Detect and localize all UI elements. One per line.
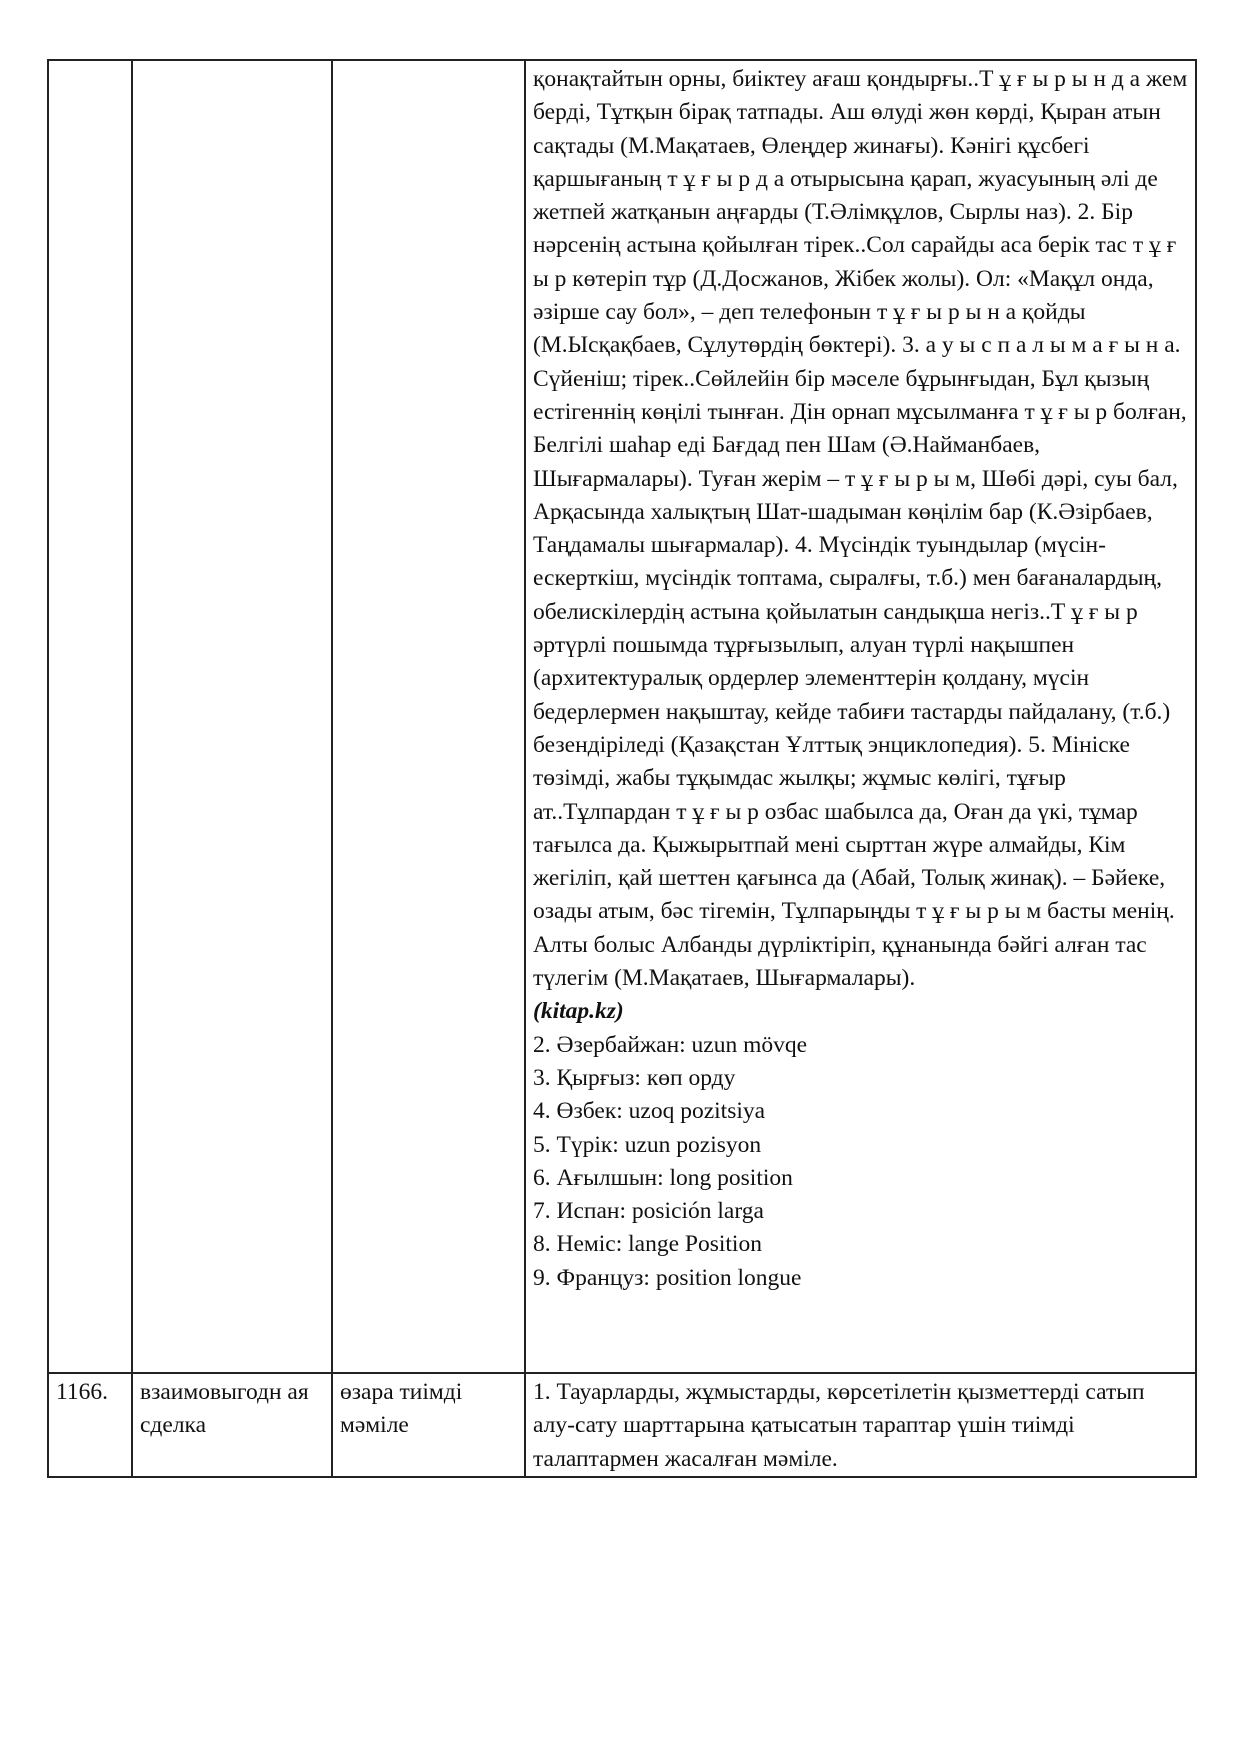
russian-term: взаимовыгодн ая сделка bbox=[132, 1373, 332, 1477]
table-row bbox=[48, 1373, 1196, 1477]
translation-item: 5. Түрік: uzun pozisyon bbox=[533, 1131, 762, 1158]
translation-item: 8. Неміс: lange Position bbox=[533, 1231, 762, 1258]
kazakh-term bbox=[332, 60, 525, 1373]
translation-item: 2. Әзербайжан: uzun mövqe bbox=[533, 1031, 808, 1058]
translation-item: 4. Өзбек: uzoq pozitsiya bbox=[533, 1098, 766, 1125]
definition-cell bbox=[525, 60, 1196, 1373]
translation-item: 9. Француз: position longue bbox=[533, 1264, 802, 1291]
russian-term bbox=[132, 60, 332, 1373]
dictionary-table bbox=[47, 59, 1197, 1478]
source-note: (kitap.kz) bbox=[533, 998, 624, 1025]
entry-number bbox=[48, 60, 132, 1373]
entry-number: 1166. bbox=[48, 1373, 132, 1477]
translation-item: 7. Испан: posición larga bbox=[533, 1198, 764, 1225]
definition-cell bbox=[525, 1373, 1196, 1477]
kazakh-term: өзара тиімді мәміле bbox=[332, 1373, 525, 1477]
translation-item: 3. Қырғыз: көп орду bbox=[533, 1064, 736, 1091]
translation-item: 6. Ағылшын: long position bbox=[533, 1164, 793, 1191]
table-row bbox=[48, 60, 1196, 1373]
definition-text: қонақтайтын орны, биіктеу ағаш қондырғы..Т ұ ғ ы р ы н д а жем берді, Тұтқын бірақ татпады. Аш өлуді жөн көрді, Қыран атын сақтады (М.Мақатаев, Өлеңдер жинағы). Кәнігі құсбегі қаршығаның т ұ ғ ы р д а отырысына қарап, жуасуының әлі де жетпей жатқанын аңғарды (Т.Әлімқұлов, Сырлы наз). 2. Бір нәрсенің астына қойылған тірек..Сол сарайды аса берік тас т ұ ғ ы р көтеріп тұр (Д.Досжанов, Жібек жолы). Ол: «Мақұл онда, әзірше сау бол», – деп телефонын т ұ ғ ы р ы н а қойды (М.Ысқақбаев, Сұлутөрдің бөктері). 3. а у ы с п а л ы м а ғ ы н а. Сүйеніш; тірек..Сөйлейін бір мәселе бұрынғыдан, Бұл қызың естігеннің көңілі тынған. Дін орнап мұсылманға т ұ ғ ы р болған, Белгілі шаһар еді Бағдад пен Шам (Ә.Найманбаев, Шығармалары). Туған жерім – т ұ ғ ы р ы м, Шөбі дәрі, суы бал, Арқасында халықтың Шат-шадыман көңілім бар (К.Әзірбаев, Таңдамалы шығармалар). 4. Мүсіндік туындылар (мүсін-ескерткіш, мүсіндік топтама, сыралғы, т.б.) мен бағаналардың, обелискілердің астына қойылатын сандықша негіз..Т ұ ғ ы р әртүрлі пошымда тұрғызылып, алуан түрлі нақышпен (архитектуралық ордерлер элементтерін қолдану, мүсін бедерлермен нақыштау, кейде табиғи тастарды пайдалану, (т.б.) безендіріледі (Қазақстан Ұлттық энциклопедия). 5. Мініске төзімді, жабы тұқымдас жылқы; жұмыс көлігі, тұғыр ат..Тұлпардан т ұ ғ ы р озбас шабылса да, Оған да үкі, тұмар тағылса да. Қыжырытпай мені сырттан жүре алмайды, Кім жегіліп, қай шеттен қағынса да (Абай, Толық жинақ). – Бәйеке, озады атым, бәс тігемін, Тұлпарыңды т ұ ғ ы р ы м басты менің. Алты болыс Албанды дүрліктіріп, құнанында бәйгі алған тас түлегім (М.Мақатаев, Шығармалары). bbox=[533, 66, 1188, 992]
definition-text: 1. Тауарларды, жұмыстарды, көрсетілетін қызметтерді сатып алу-сату шарттарына қатысатын тараптар үшін тиімді талаптармен жасалған мәміле. bbox=[533, 1379, 1145, 1472]
